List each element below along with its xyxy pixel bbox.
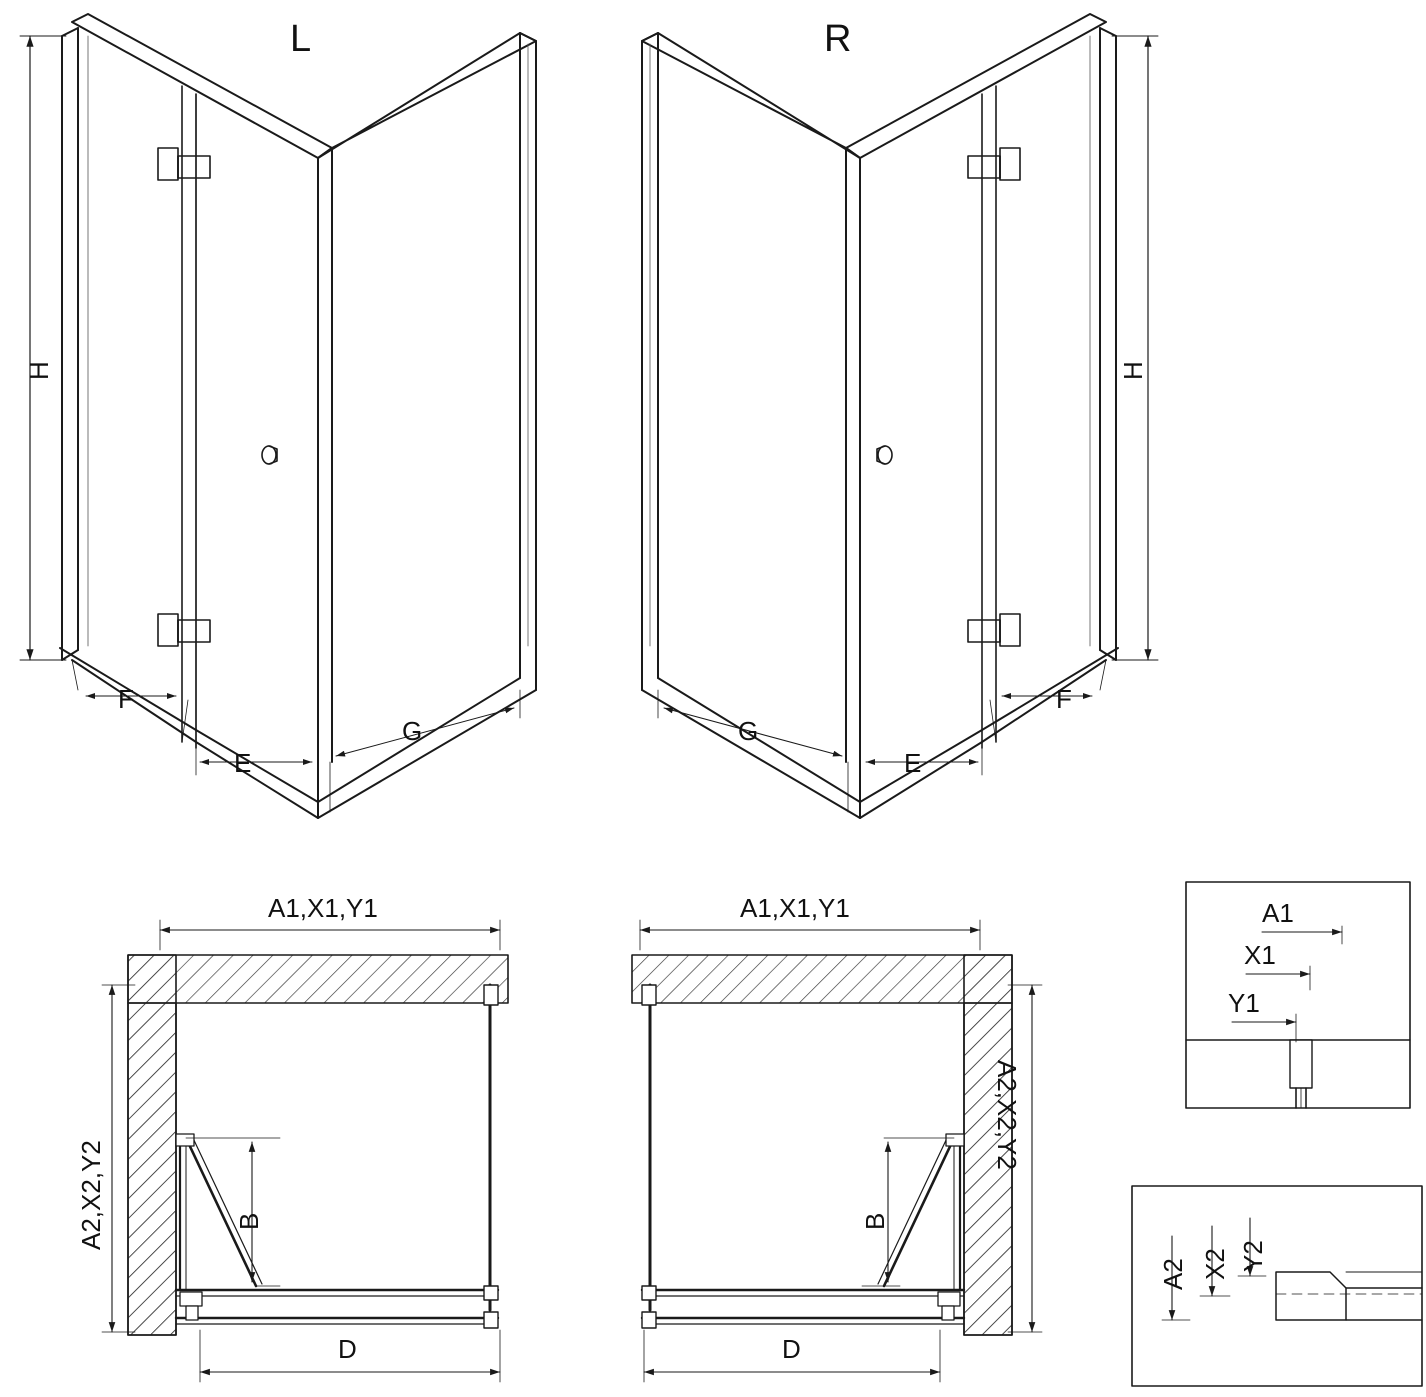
plan-right — [632, 955, 1012, 1335]
title-right: R — [824, 18, 852, 60]
plan-left — [128, 955, 508, 1335]
detail-label-x1: X1 — [1244, 940, 1276, 970]
plan-right-inner-dim: B — [860, 1212, 890, 1230]
plan-left-inner-dim: B — [234, 1212, 264, 1230]
iso-right-door-label: E — [904, 748, 922, 778]
plan-right-side-dim: A2,X2,Y2 — [992, 1060, 1022, 1170]
dim-h-left — [20, 36, 66, 660]
iso-right-enclosure — [642, 14, 1118, 818]
iso-left-fixed-label: F — [118, 684, 134, 714]
iso-right-height-label: H — [1118, 361, 1148, 380]
iso-right-fixed-label: F — [1056, 684, 1072, 714]
detail-label-y2: Y2 — [1238, 1240, 1268, 1272]
detail-label-x2: X2 — [1200, 1248, 1230, 1280]
detail-label-a2: A2 — [1158, 1258, 1188, 1290]
plan-right-top-dim: A1,X1,Y1 — [740, 893, 850, 923]
iso-right-side-label: G — [738, 716, 759, 746]
plan-left-side-dim: A2,X2,Y2 — [76, 1140, 106, 1250]
iso-left-door-label: E — [234, 748, 252, 778]
plan-left-top-dim: A1,X1,Y1 — [268, 893, 378, 923]
iso-left-side-label: G — [402, 716, 423, 746]
plan-right-bottom-dim: D — [782, 1334, 801, 1364]
plan-left-bottom-dim: D — [338, 1334, 357, 1364]
iso-left-height-label: H — [24, 361, 54, 380]
dim-h-right — [1112, 36, 1158, 660]
detail-label-y1: Y1 — [1228, 988, 1260, 1018]
detail-label-a1: A1 — [1262, 898, 1294, 928]
detail-top-box — [1186, 882, 1410, 1108]
title-left: L — [290, 18, 312, 60]
